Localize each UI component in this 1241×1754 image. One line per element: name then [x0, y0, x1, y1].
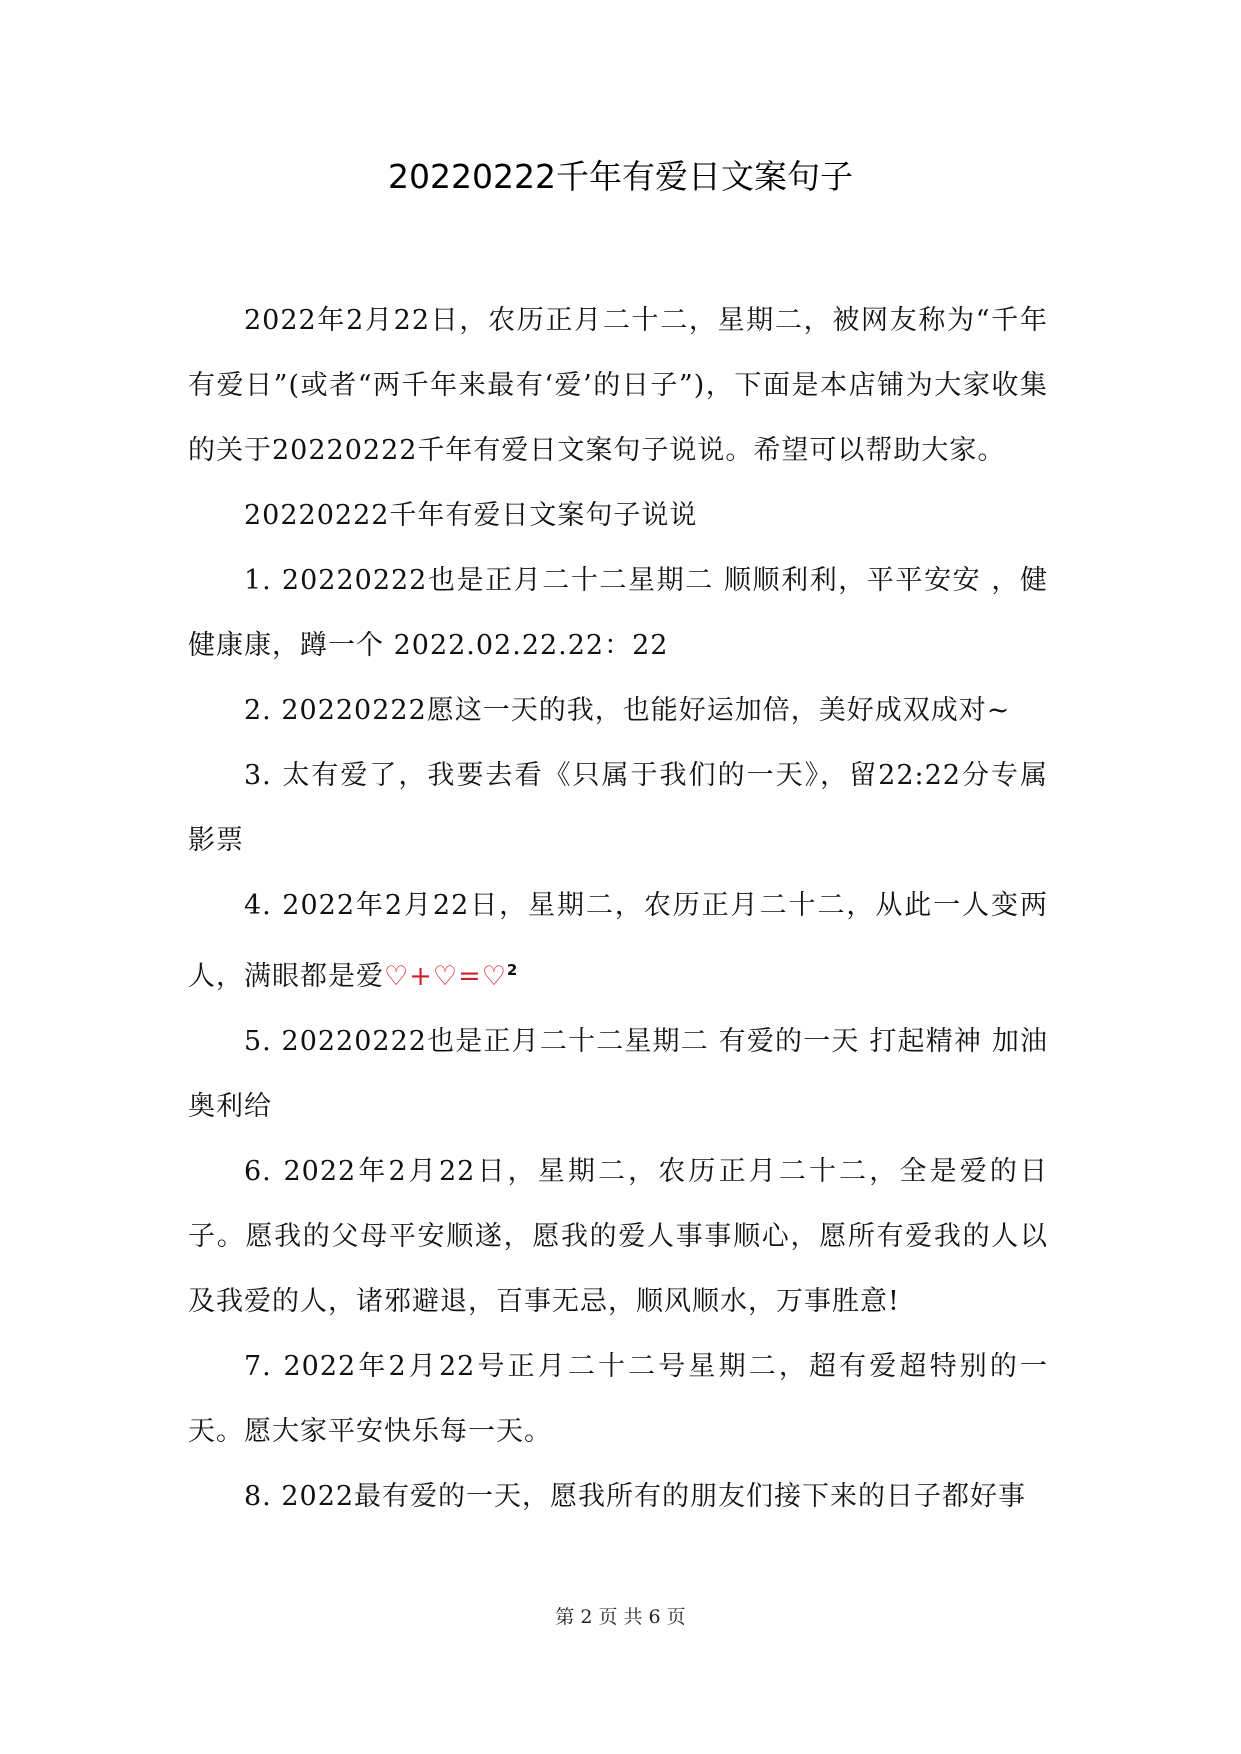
page-title: 20220222千年有爱日文案句子	[388, 157, 853, 196]
document-body	[188, 288, 1048, 1529]
page-footer: 第 2 页 共 6 页	[555, 1606, 686, 1628]
intro-paragraph: 2022年2月22日，农历正月二十二，星期二，被网友称为“千年有爱日”(或者“两千年来最有‘爱’的日子”)，下面是本店铺为大家收集的关于20220222千年有爱日文案句子说说。希望可以帮助大家。	[188, 305, 1048, 466]
list-item-2: 2. 20220222愿这一天的我，也能好运加倍，美好成双成对~	[244, 695, 1011, 726]
heart-icon: ♡	[384, 961, 410, 992]
heart-icon: ♡	[481, 961, 507, 992]
section-heading: 20220222千年有爱日文案句子说说	[244, 500, 698, 531]
equals-sign: =	[458, 961, 482, 992]
list-item-4	[188, 873, 1048, 1009]
list-item-5: 5. 20220222也是正月二十二星期二 有爱的一天 打起精神 加油 奥利给	[188, 1026, 1049, 1122]
heart-icon: ♡	[432, 961, 459, 992]
superscript-two: 2	[506, 961, 519, 979]
plus-sign: +	[409, 961, 433, 992]
list-item-7: 7. 2022年2月22号正月二十二号星期二，超有爱超特别的一天。愿大家平安快乐每一天。	[188, 1351, 1048, 1447]
list-item-3: 3. 太有爱了，我要去看《只属于我们的一天》，留22:22分专属影票	[188, 760, 1048, 856]
list-item-6: 6. 2022年2月22日，星期二，农历正月二十二，全是爱的日子。愿我的父母平安顺遂，愿我的爱人事事顺心，愿所有爱我的人以及我爱的人，诸邪避退，百事无忌，顺风顺水，万事胜意!	[188, 1156, 1048, 1317]
list-item-8: 8. 2022最有爱的一天，愿我所有的朋友们接下来的日子都好事	[244, 1481, 1027, 1512]
list-item-1: 1. 20220222也是正月二十二星期二 顺顺利利，平平安安 ，健健康康，蹲一个 2022.02.22.22：22	[188, 565, 1048, 661]
list-item-4-text: 4. 2022年2月22日，星期二，农历正月二十二，从此一人变两人，满眼都是爱	[188, 890, 1048, 992]
